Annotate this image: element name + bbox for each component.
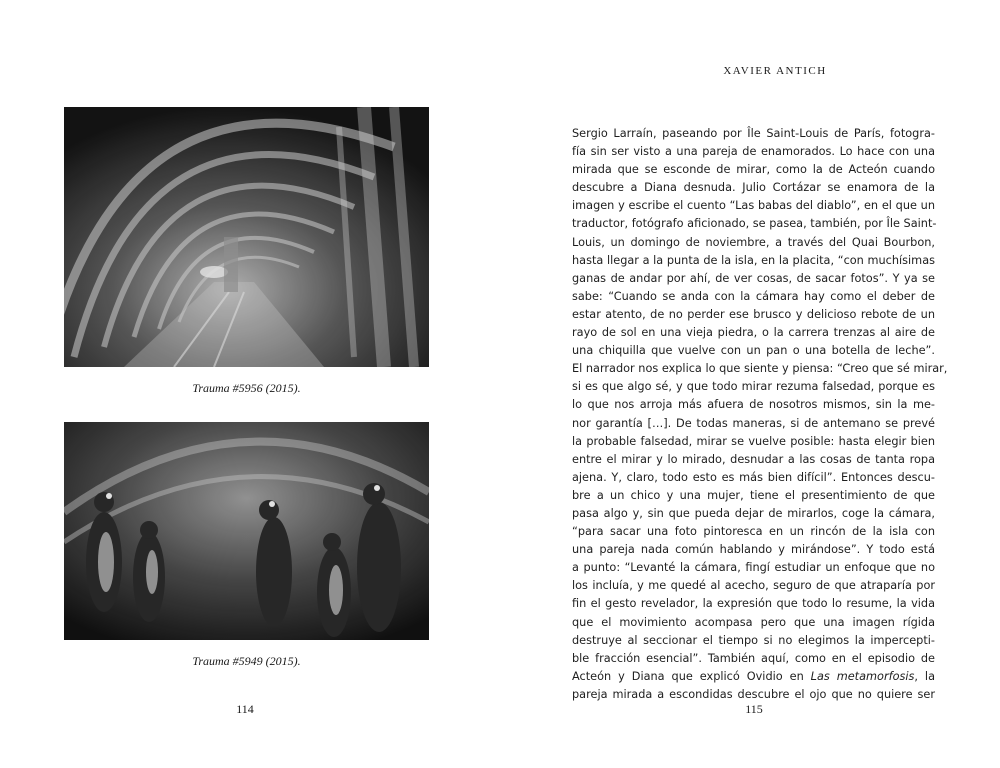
- text-line: rayo de sol en una vieja piedra, o la carrera trenzas al aire de: [572, 326, 935, 340]
- page-number-left: 114: [236, 702, 254, 716]
- text-line: una chiquilla que vuelve con un pan o una botella de leche”.: [572, 344, 935, 358]
- text-line: a punto: “Levanté la cámara, fingí estudiar un enfoque que no: [572, 561, 935, 575]
- text-segment: , la: [914, 669, 935, 683]
- text-line-with-title: [572, 668, 935, 686]
- right-page: [500, 0, 1000, 768]
- text-line: estar atento, de no perder ese brusco y delicioso rebote de un: [572, 307, 935, 321]
- photo-caption-2: Trauma #5949 (2015).: [192, 654, 301, 668]
- text-line: los incluía, y me quedé al acecho, seguro de que atraparía por: [572, 579, 935, 593]
- text-line: sabe: “Cuando se anda con la cámara hay como el deber de: [572, 289, 935, 303]
- page-number-right: 115: [745, 702, 763, 716]
- miners-photo: [64, 422, 429, 640]
- text-line: pareja mirada a escondidas descubre el ojo que no quiere ser: [572, 687, 935, 701]
- text-line: ajena. Y, claro, todo esto es más bien difícil”. Entonces descu-: [572, 470, 935, 484]
- text-line: Sergio Larraín, paseando por Île Saint-Louis de París, fotogra-: [572, 127, 935, 140]
- text-line: bre a un chico y una mujer, tiene el presentimiento de que: [572, 488, 935, 502]
- text-line: una pareja nada común hablando y mirándose”. Y todo está: [572, 543, 935, 557]
- text-line: entre el mirar y lo mirado, desnudar a las cosas de tanta ropa: [572, 452, 935, 466]
- text-line: pasa algo y, sin que pueda dejar de mirarlos, coge la cámara,: [572, 506, 935, 520]
- text-line: que el movimiento acompasa pero que una imagen rígida: [572, 615, 935, 629]
- text-line: lo que nos arroja más afuera de nosotros mismos, sin la me-: [572, 398, 935, 412]
- text-line: mirada que se esconde de mirar, como la de Acteón cuando: [572, 163, 935, 177]
- text-line: si es que algo sé, y que todo mirar rezuma falsedad, porque es: [572, 380, 935, 394]
- text-line: destruye al seccionar el tiempo si no elegimos la impercepti-: [572, 633, 935, 647]
- text-line: “para sacar una foto pintoresca en un rincón de la isla con: [572, 525, 935, 539]
- text-segment: Acteón y Diana que explicó Ovidio en: [572, 669, 811, 683]
- text-line: ble fracción esencial”. También aquí, como en el episodio de: [572, 651, 935, 665]
- photo-caption-1: Trauma #5956 (2015).: [192, 381, 301, 395]
- text-line: fin el gesto revelador, la expresión que todo lo resume, la vida: [572, 597, 935, 611]
- text-line: hasta llegar a la punta de la isla, en la placita, “con muchísimas: [572, 253, 935, 267]
- mine-tunnel-photo: [64, 107, 429, 367]
- text-line: ganas de andar por ahí, de ver cosas, de sacar fotos”. Y ya se: [572, 271, 935, 285]
- text-line: nor garantía […]. De todas maneras, si de antemano se prevé: [572, 416, 935, 430]
- text-line: imagen y escribe el cuento “Las babas del diablo”, en el que un: [572, 199, 935, 213]
- text-line: Louis, un domingo de noviembre, a través del Quai Bourbon,: [572, 235, 935, 249]
- text-line: El narrador nos explica lo que siente y piensa: “Creo que sé mirar,: [572, 362, 948, 376]
- book-title: Las metamorfosis: [810, 669, 915, 683]
- text-line: traductor, fotógrafo aficionado, se pasea, también, por Île Saint-: [572, 217, 937, 231]
- running-head: XAVIER ANTICH: [723, 65, 827, 77]
- text-line: fía sin ser visto a una pareja de enamorados. Lo hace con una: [572, 145, 935, 159]
- body-text: [572, 125, 948, 704]
- text-line: descubre a Diana desnuda. Julio Cortázar se enamora de la: [572, 181, 935, 195]
- text-line: la probable falsedad, mirar se vuelve posible: hasta elegir bien: [572, 434, 935, 448]
